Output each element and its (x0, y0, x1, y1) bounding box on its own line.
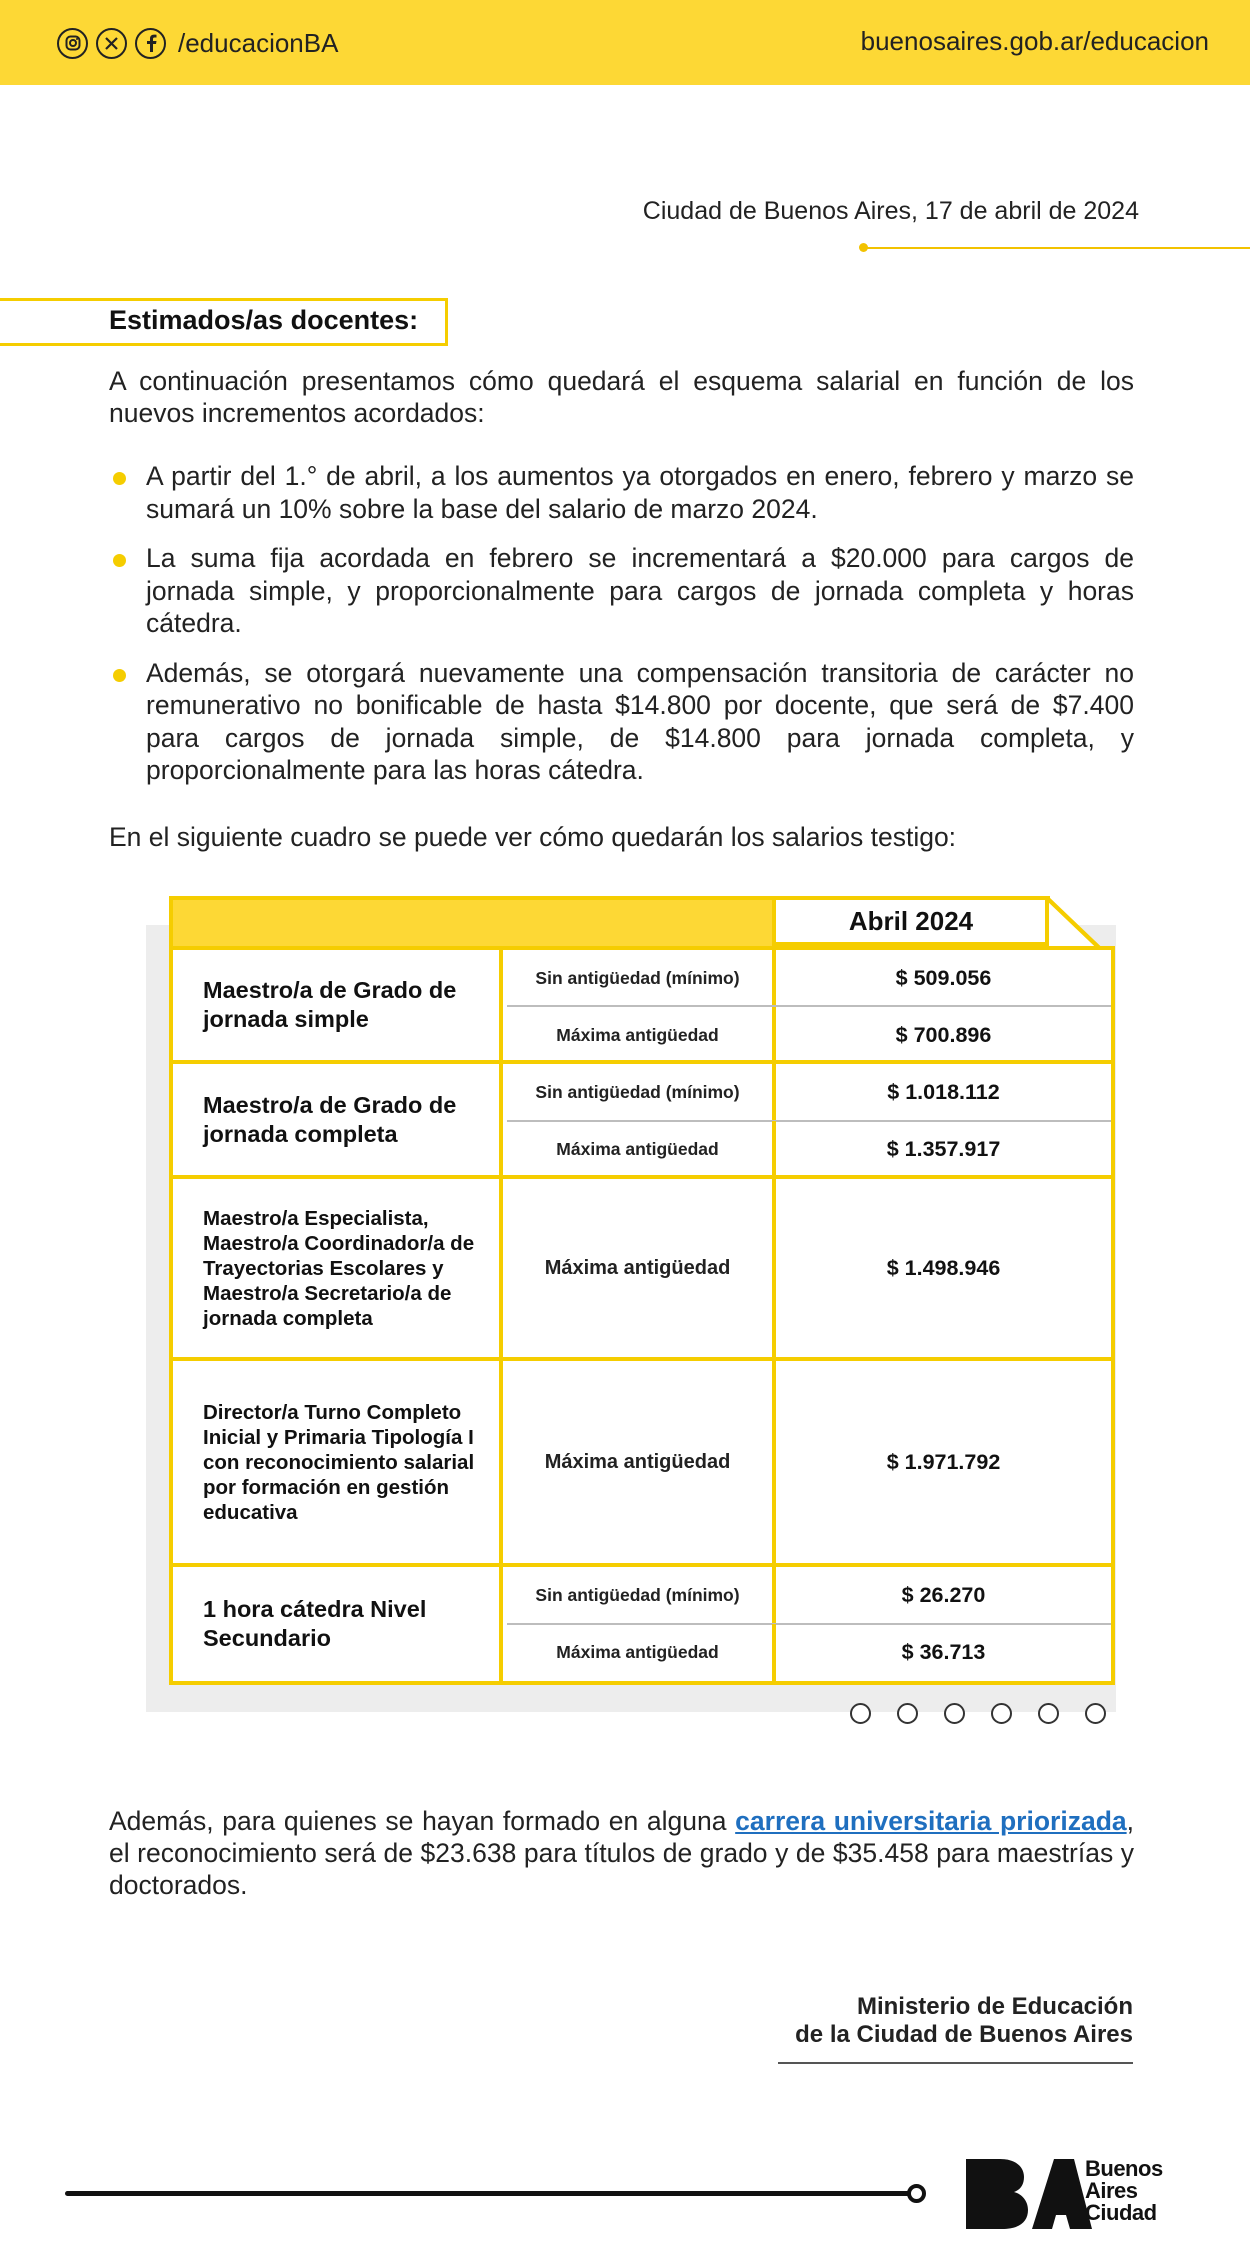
table-header-band (169, 896, 774, 946)
tier-cell: Máxima antigüedad (503, 1007, 776, 1064)
value-cell: $ 1.498.946 (886, 1255, 1001, 1280)
footer-rule (65, 2191, 913, 2196)
pager-dot[interactable] (897, 1703, 918, 1724)
row-label: Maestro/a Especialista, Maestro/a Coordinador/a de Trayectorias Escolares y Maestro/a Secretario/a de jornada completa (173, 1179, 503, 1357)
value-cell: $ 1.971.792 (886, 1449, 1001, 1474)
site-url[interactable]: buenosaires.gob.ar/educacion (860, 26, 1209, 56)
facebook-icon[interactable] (135, 28, 166, 59)
date-divider (865, 247, 1250, 249)
date-divider-dot (859, 243, 868, 252)
tier-cell: Máxima antigüedad (503, 1121, 776, 1178)
value-cell: $ 36.713 (901, 1640, 986, 1664)
table-row (173, 950, 1111, 1064)
bullet-icon (113, 472, 126, 485)
tier-cell: Máxima antigüedad (503, 1361, 776, 1563)
list-item: La suma fija acordada en febrero se incrementará a $20.000 para cargos de jornada simple, y proporcionalmente para cargos de jornada completa y horas cátedra. (109, 542, 1134, 640)
table-row (173, 1064, 1111, 1179)
intro-paragraph: A continuación presentamos cómo quedará el esquema salarial en función de los nuevos incrementos acordados: (109, 366, 1134, 428)
table-row (173, 1179, 1111, 1361)
tier-cell: Sin antigüedad (mínimo) (503, 950, 776, 1007)
pager-dot[interactable] (944, 1703, 965, 1724)
greeting: Estimados/as docentes: (109, 305, 419, 335)
pager-dot[interactable] (1038, 1703, 1059, 1724)
row-label: 1 hora cátedra Nivel Secundario (173, 1567, 503, 1681)
table-row (173, 1361, 1111, 1567)
table-row (173, 1567, 1111, 1681)
footer-rule-end (907, 2184, 926, 2203)
tier-cell: Sin antigüedad (mínimo) (503, 1567, 776, 1624)
logo-wordmark: Buenos Aires Ciudad (1085, 2156, 1163, 2225)
social-handle[interactable]: /educacionBA (178, 27, 339, 58)
value-cell: $ 1.018.112 (887, 1080, 1000, 1104)
row-label: Maestro/a de Grado de jornada simple (173, 950, 503, 1060)
instagram-icon[interactable] (57, 28, 88, 59)
row-label: Director/a Turno Completo Inicial y Primaria Tipología I con reconocimiento salarial por formación en gestión educativa (173, 1361, 503, 1563)
value-cell: $ 1.357.917 (886, 1137, 1001, 1161)
ba-logo-icon (962, 2155, 1092, 2231)
signature-rule (778, 2062, 1133, 2064)
list-item: Además, se otorgará nuevamente una compensación transitoria de carácter no remunerativo no bonificable de hasta $14.800 por docente, que será de $7.400 para cargos de jornada simple, de $14.800 para jornada completa, y proporcionalmente para las horas cátedra. (109, 657, 1134, 787)
tier-cell: Sin antigüedad (mínimo) (503, 1064, 776, 1121)
value-cell: $ 509.056 (895, 966, 992, 990)
closing-paragraph: Además, para quienes se hayan formado en alguna carrera universitaria priorizada, el reconocimiento será de $23.638 para títulos de grado y de $35.458 para maestrías y doctorados. (109, 1806, 1134, 1900)
bullet-icon (113, 669, 126, 682)
bullet-icon (113, 554, 126, 567)
pager-dot[interactable] (1085, 1703, 1106, 1724)
pager-dot[interactable] (850, 1703, 871, 1724)
carousel-pager (850, 1703, 1106, 1724)
social-links (57, 27, 338, 59)
letter-date: Ciudad de Buenos Aires, 17 de abril de 2024 (642, 197, 1139, 225)
salary-table (169, 896, 1115, 1685)
signature (795, 1993, 1133, 2049)
tier-cell: Máxima antigüedad (503, 1179, 776, 1357)
signature-line-1: Ministerio de Educación (856, 1993, 1133, 2020)
value-cell: $ 700.896 (895, 1023, 992, 1047)
column-header-month: Abril 2024 (772, 896, 1050, 946)
pager-dot[interactable] (991, 1703, 1012, 1724)
value-cell: $ 26.270 (901, 1583, 986, 1607)
row-label: Maestro/a de Grado de jornada completa (173, 1064, 503, 1175)
priorized-careers-link[interactable]: carrera universitaria priorizada (735, 1806, 1127, 1836)
x-icon[interactable] (96, 28, 127, 59)
tier-cell: Máxima antigüedad (503, 1624, 776, 1681)
bullet-list (109, 460, 1134, 804)
signature-line-2: de la Ciudad de Buenos Aires (795, 2021, 1133, 2048)
table-lead: En el siguiente cuadro se puede ver cómo quedarán los salarios testigo: (109, 822, 957, 852)
list-item: A partir del 1.° de abril, a los aumentos ya otorgados en enero, febrero y marzo se sumará un 10% sobre la base del salario de marzo 2024. (109, 460, 1134, 525)
table-body (169, 946, 1115, 1685)
